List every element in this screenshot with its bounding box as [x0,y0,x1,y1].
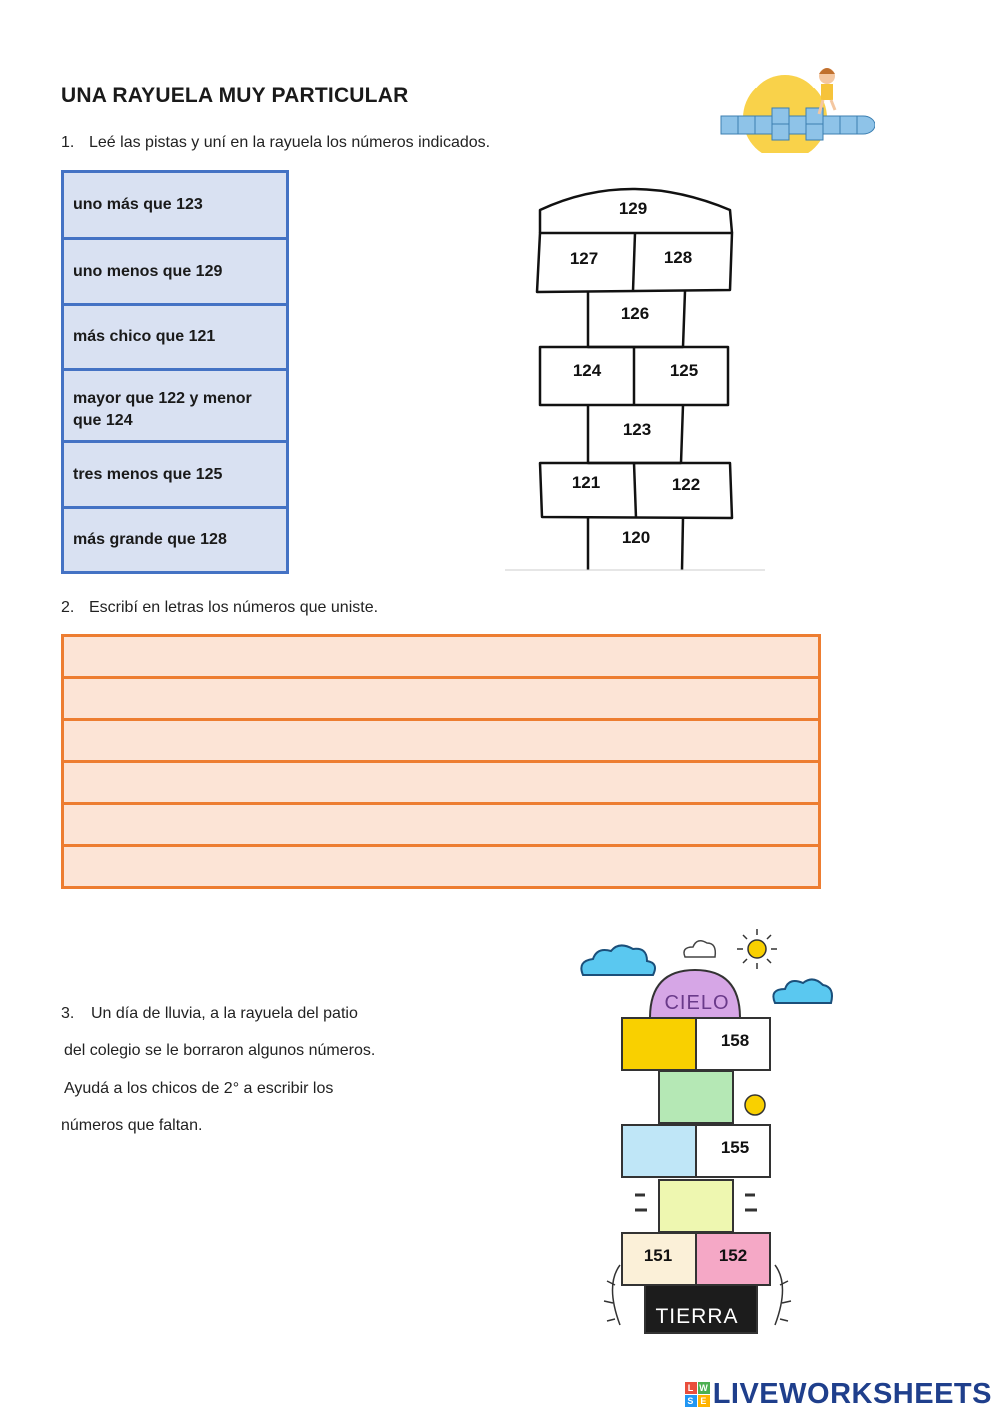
hop-cell[interactable]: 125 [669,361,699,380]
answer-line[interactable] [64,763,818,805]
hop-cell[interactable]: 151 [643,1246,673,1265]
hop-cell-top[interactable]: 129 [618,199,648,218]
hop-cell[interactable]: 155 [720,1138,750,1157]
hop-cell[interactable]: 158 [720,1031,750,1050]
hop-cell[interactable]: 126 [620,304,650,323]
answer-line[interactable] [64,721,818,763]
logo-badge-icon: L W S E [685,1382,710,1407]
hop-cell[interactable]: 122 [671,475,701,494]
hop-cell-empty [622,1125,696,1177]
hop-cell[interactable]: 127 [569,249,599,268]
chick-icon [745,1095,765,1115]
clue-cell[interactable]: más grande que 128 [64,509,286,571]
cloud-icon [581,945,655,975]
hop-cell[interactable]: 120 [621,528,651,547]
hop-cell-empty [622,1018,696,1070]
sun-icon [737,929,777,969]
cloud-icon [773,979,832,1003]
question-2 [61,599,378,617]
question-number: 3. [61,1005,75,1022]
hop-cell[interactable]: 121 [571,473,601,492]
liveworksheets-logo[interactable] [685,1378,992,1411]
question-number: 1. [61,134,75,151]
brand-text: LIVEWORKSHEETS [712,1378,992,1410]
question-text-line: Un día de lluvia, a la rayuela del patio [91,1005,358,1022]
small-cloud-icon [684,941,715,957]
question-text-line: Ayudá a los chicos de 2° a escribir los [64,1080,334,1097]
hop-cell[interactable]: 128 [663,248,693,267]
question-text-line: del colegio se le borraron algunos números. [64,1042,376,1059]
clue-cell[interactable]: mayor que 122 y menor que 124 [64,371,286,443]
girl-hopscotch-illustration [715,58,875,153]
question-number: 2. [61,599,75,616]
answer-lines [61,634,821,889]
question-text: Leé las pistas y uní en la rayuela los números indicados. [89,134,491,151]
answer-line[interactable] [64,847,818,886]
question-3 [61,1005,358,1023]
clues-table [61,170,289,574]
hopscotch-missing-numbers [575,925,835,1350]
page-title: UNA RAYUELA MUY PARTICULAR [61,84,409,107]
question-text-line: números que faltan. [61,1117,203,1134]
hop-cell[interactable]: 152 [718,1246,748,1265]
hop-cell-empty [659,1180,733,1232]
earth-label: TIERRA [655,1305,739,1328]
hopscotch-numbers [500,180,770,575]
answer-line[interactable] [64,679,818,721]
sky-label: CIELO [664,992,730,1014]
clue-cell[interactable]: tres menos que 125 [64,443,286,509]
hop-cell-empty [659,1071,733,1123]
question-1 [61,134,490,152]
clue-cell[interactable]: uno menos que 129 [64,240,286,306]
hop-cell[interactable]: 124 [572,361,602,380]
answer-line[interactable] [64,805,818,847]
question-text: Escribí en letras los números que uniste. [89,599,379,616]
hop-cell[interactable]: 123 [622,420,652,439]
clue-cell[interactable]: uno más que 123 [64,173,286,240]
answer-line[interactable] [64,637,818,679]
clue-cell[interactable]: más chico que 121 [64,306,286,371]
